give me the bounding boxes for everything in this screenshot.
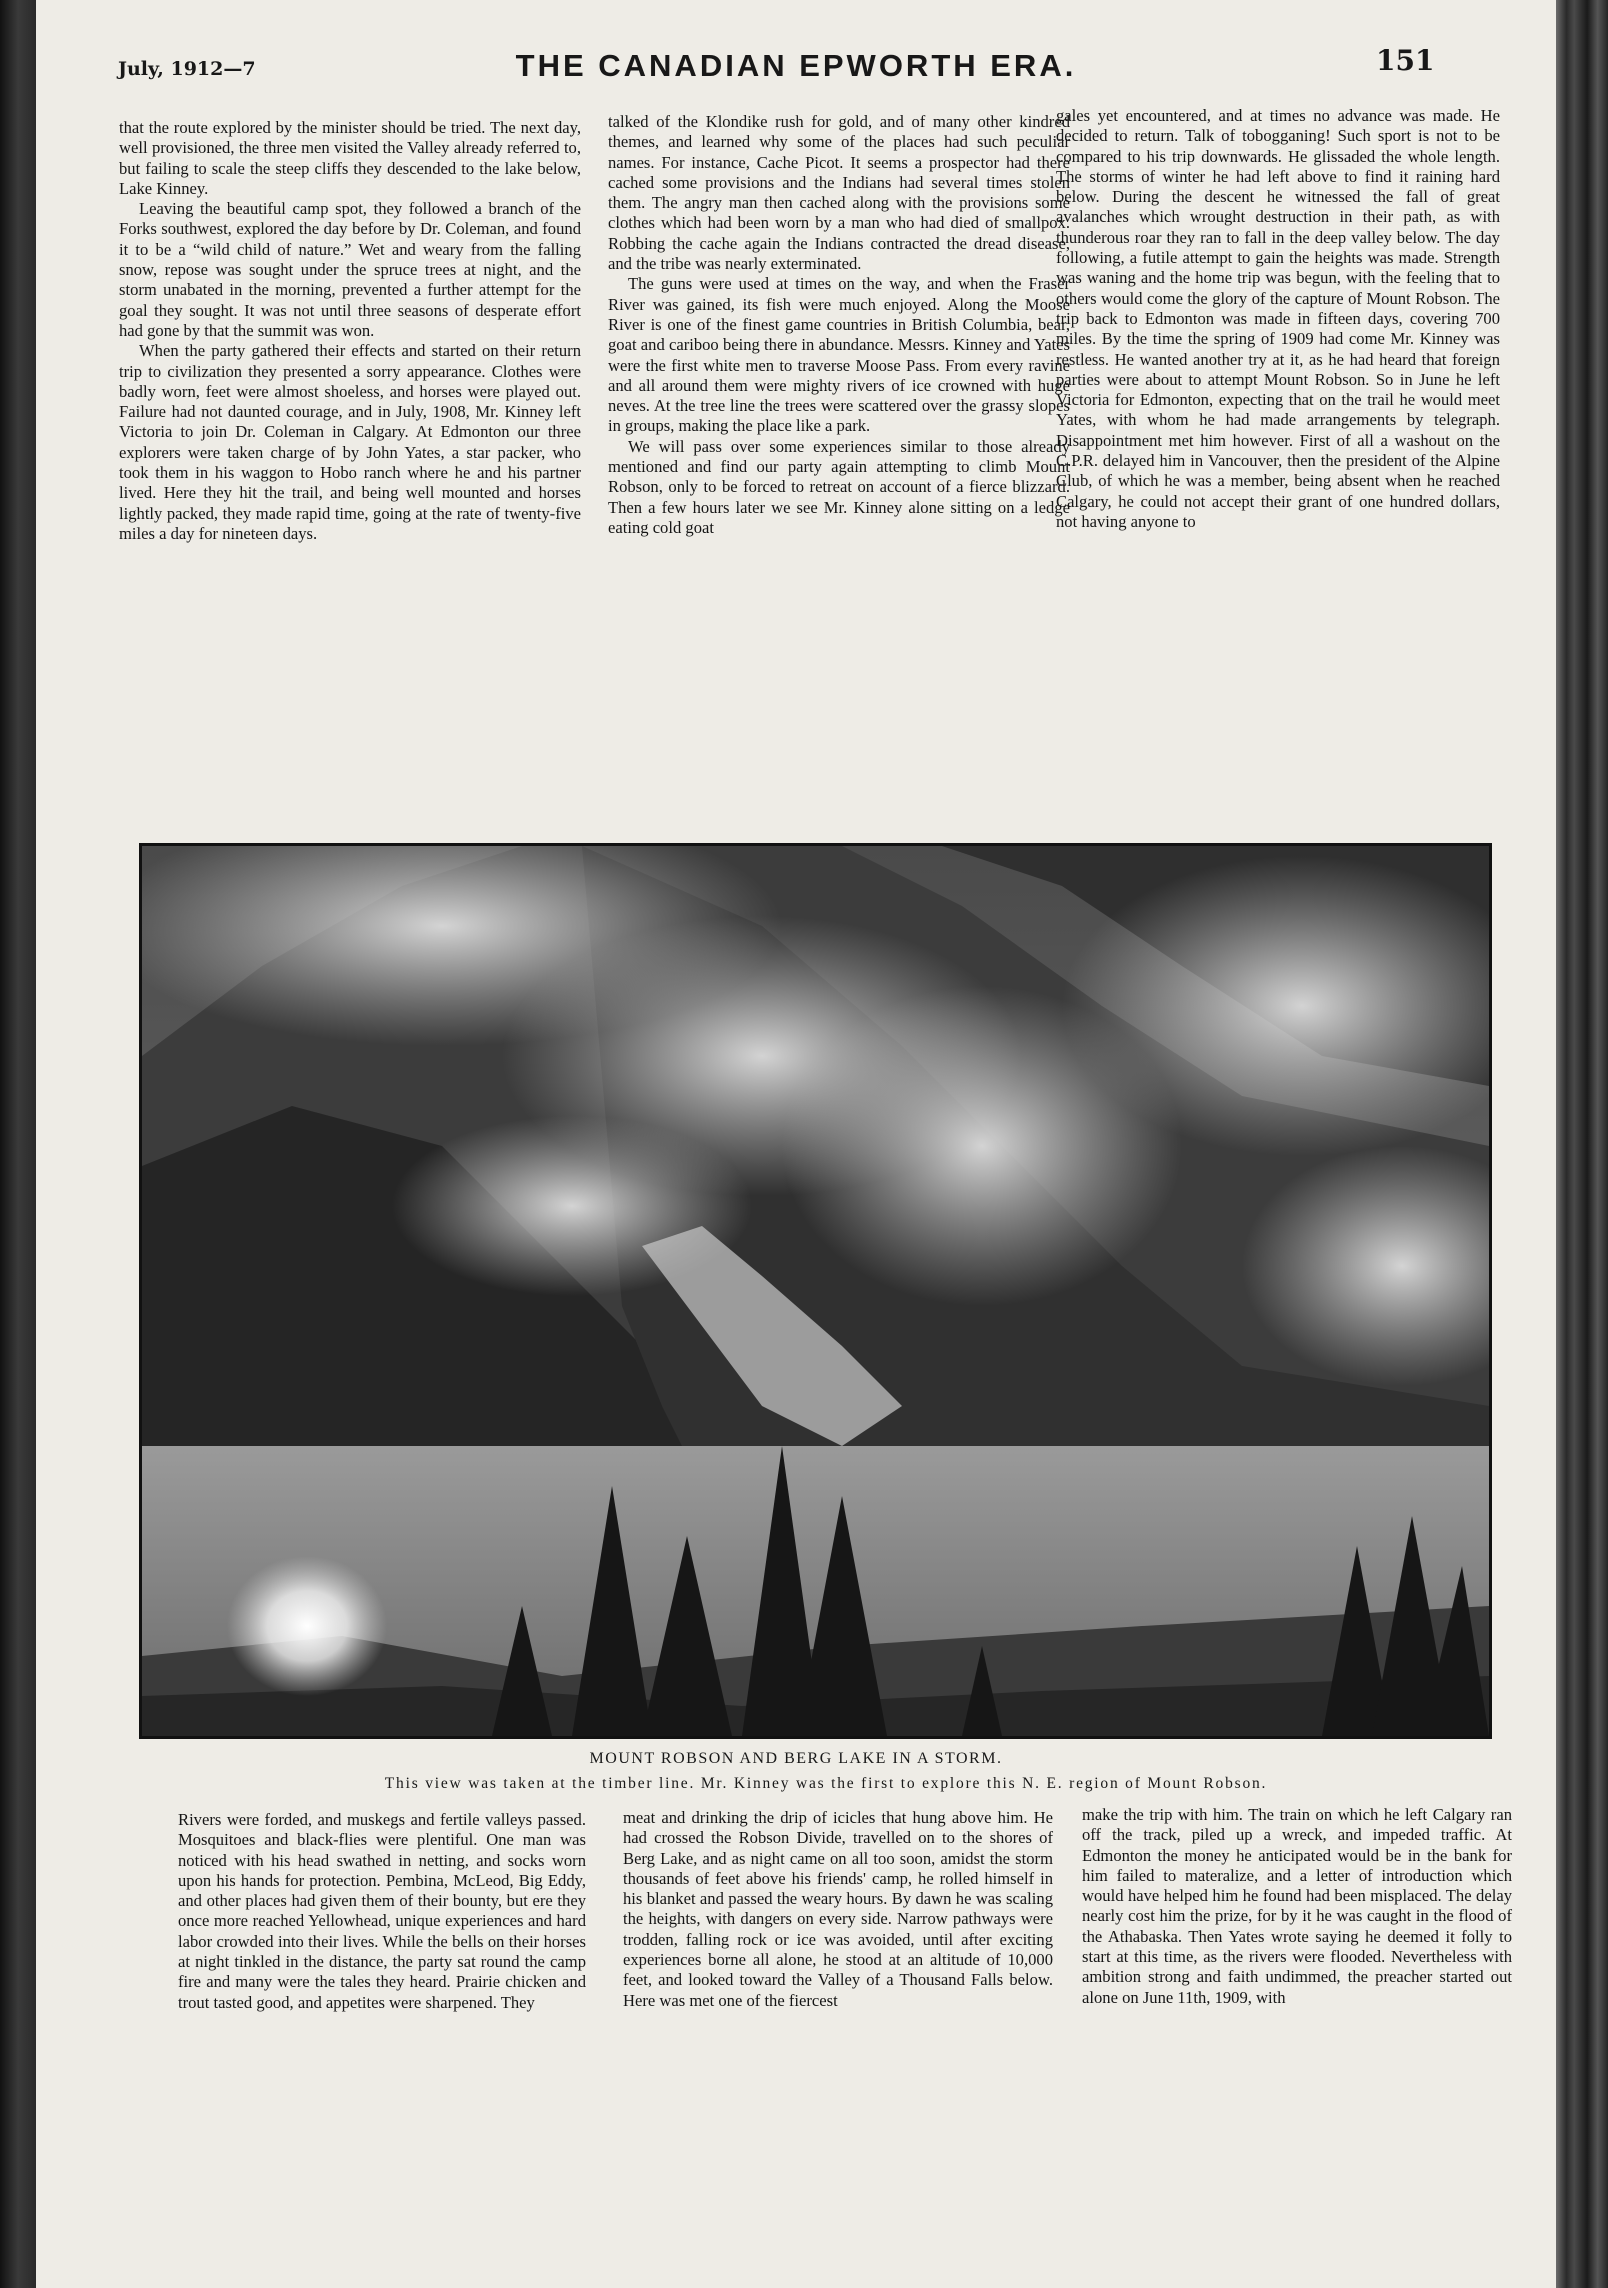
paragraph: Leaving the beautiful camp spot, they followed a branch of the Forks southwest, explored the day before by Dr. Coleman, and found it to be a “wild child of nature.” Wet and weary from the falling snow, repose was sought under the spruce trees at night, and the storm unabated in the morning, prevented a further attempt for the goal they sought. It was not until three seasons of desperate effort had gone by that the summit was won.	[119, 199, 581, 340]
page-header	[36, 36, 1556, 96]
left-page-gutter	[0, 0, 36, 2288]
publication-title: THE CANADIAN EPWORTH ERA.	[515, 48, 1077, 83]
mountain-lake-photo	[139, 843, 1492, 1739]
photo-caption-title: MOUNT ROBSON AND BERG LAKE IN A STORM.	[589, 1750, 1003, 1767]
page-number: 151	[1376, 44, 1435, 77]
paragraph: When the party gathered their effects and started on their return trip to civilization they presented a sorry appearance. Clothes were badly worn, feet were almost shoeless, and horses were played out. Failure had not daunted courage, and in July, 1908, Mr. Kinney left Victoria to join Dr. Coleman in Calgary. At Edmonton our three explorers were taken charge of by John Yates, a star packer, who took them in his waggon to Hobo ranch where he and his partner lived. Here they hit the trail, and being well mounted and horses lightly packed, they made rapid time, going at the rate of twenty-five miles a day for nineteen days.	[119, 341, 581, 543]
paragraph: make the trip with him. The train on which he left Calgary ran off the track, piled up a wreck, and impeded traffic. At Edmonton the money he anticipated would be in the bank for him failed to materalize, and a letter of introduction which would have helped him he found had been misplaced. The delay nearly cost him the prize, for by it he was caught in the flood of the Athabaska. Then Yates wrote saying he deemed it folly to start at this time, as the rivers were flooded. Nevertheless with ambition strong and faith undimmed, the preacher started out alone on June 11th, 1909, with	[1082, 1805, 1512, 2007]
paragraph: that the route explored by the minister should be tried. The next day, well provisioned, the three men visited the Valley already referred to, but failing to scale the steep cliffs they descended to the lake below, Lake Kinney.	[119, 118, 581, 198]
issue-date: July, 1912—7	[118, 58, 256, 80]
paragraph: meat and drinking the drip of icicles that hung above him. He had crossed the Robson Divide, travelled on to the shores of Berg Lake, and as night came on all too soon, amidst the storm thousands of feet above his friends' camp, he rolled himself in his blanket and passed the weary hours. By dawn he was scaling the heights, with dangers on every side. Narrow pathways were trodden, falling rock or ice was avoided, until after exciting experiences borne all alone, he stood at an altitude of 10,000 feet, and looked toward the Valley of a Thousand Falls below. Here was met one of the fiercest	[623, 1808, 1053, 2010]
book-binding	[1556, 0, 1608, 2288]
column-top-middle	[608, 112, 1070, 538]
column-bottom-left	[178, 1810, 586, 2013]
paragraph: The guns were used at times on the way, and when the Fraser River was gained, its fish were much enjoyed. Along the Moose River is one of the finest game countries in British Columbia, bear, goat and cariboo being there in abundance. Messrs. Kinney and Yates were the first white men to traverse Moose Pass. From every ravine and all around them were mighty rivers of ice crowned with huge neves. At the tree line the trees were scattered over the grassy slopes in groups, making the place like a park.	[608, 274, 1070, 436]
paragraph: talked of the Klondike rush for gold, and of many other kindred themes, and learned why some of the places had such peculiar names. For instance, Cache Picot. It seems a prospector had there cached some provisions and the Indians had several times stolen them. The angry man then cached along with the provisions some clothes which had been worn by a man who had died of smallpox. Robbing the cache again the Indians contracted the dread disease, and the tribe was nearly exterminated.	[608, 112, 1070, 274]
column-bottom-middle	[623, 1808, 1053, 2011]
paragraph: Rivers were forded, and muskegs and fertile valleys passed. Mosquitoes and black-flies were plentiful. One man was noticed with his head swathed in netting, and socks worn upon his hands for protection. Pembina, McLeod, Big Eddy, and other places had given them of their bounty, but ere they once more reached Yellowhead, unique experiences and hard labor crowded into their lives. While the bells on their horses at night tinkled in the distance, the party sat round the camp fire and many were the tales they heard. Prairie chicken and trout tasted good, and appetites were sharpened. They	[178, 1810, 586, 2012]
paragraph: We will pass over some experiences similar to those already mentioned and find our party again attempting to climb Mount Robson, only to be forced to retreat on account of a fierce blizzard. Then a few hours later we see Mr. Kinney alone sitting on a ledge eating cold goat	[608, 436, 1070, 537]
column-bottom-right	[1082, 1805, 1512, 2008]
paragraph: gales yet encountered, and at times no advance was made. He decided to return. Talk of tobogganing! Such sport is not to be compared to his trip downwards. He glissaded the whole length. The storms of winter he had left above to find it raining hard below. During the descent he witnessed the fall of great avalanches which wrought destruction in their path, as with thunderous roar they ran to fall in the deep valley below. The day following, a futile attempt to gain the heights was made. Strength was waning and the home trip was begun, with the feeling that to others would come the glory of the capture of Mount Robson. The trip back to Edmonton was made in fifteen days, covering 700 miles. By the time the spring of 1909 had come Mr. Kinney was restless. He wanted another try at it, as he had heard that foreign parties were about to attempt Mount Robson. So in June he left Victoria for Edmonton, expecting that on the trail he would meet Yates, with whom he had made arrangements by telegraph. Disappointment met him however. First of all a washout on the C.P.R. delayed him in Vancouver, then the president of the Alpine Club, of which he was a member, being absent when he reached Calgary, he could not accept their grant of one hundred dollars, not having anyone to	[1056, 106, 1500, 531]
column-top-left	[119, 118, 581, 544]
column-top-right	[1056, 106, 1500, 532]
photo-illustration	[142, 846, 1489, 1736]
magazine-page	[36, 0, 1556, 2288]
photo-caption-text: This view was taken at the timber line. Mr. Kinney was the first to explore this N. E. region of Mount Robson.	[384, 1775, 1268, 1792]
